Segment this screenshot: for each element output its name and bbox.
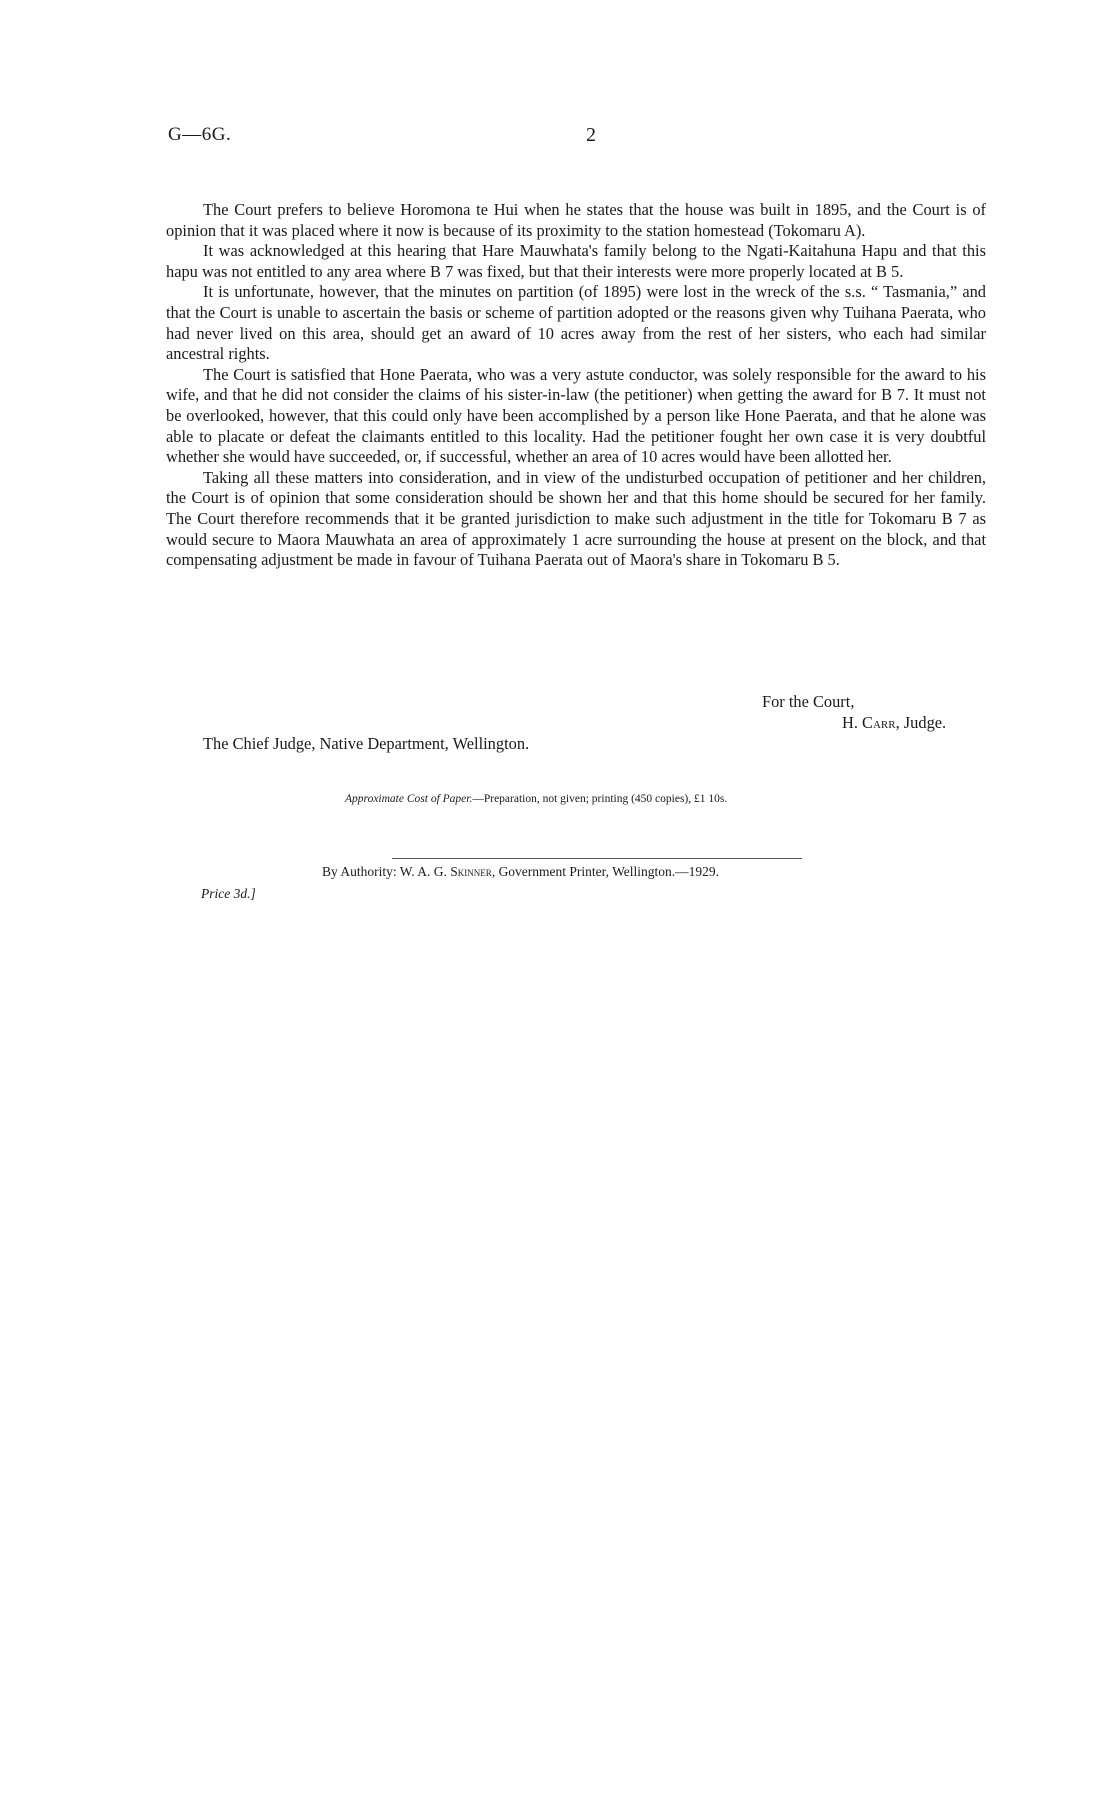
paragraph: It was acknowledged at this hearing that Hare Mauwhata's family belong to the Ngati-Kaitahuna Hapu and that this hapu was not entitled to any area where B 7 was fixed, but that their interests were more properly located at B 5. — [166, 241, 986, 281]
cost-label: Approximate Cost of Paper. — [345, 793, 473, 805]
imprint-suffix: , Government Printer, Wellington.—1929. — [491, 864, 720, 879]
paragraph: The Court prefers to believe Horomona te Hui when he states that the house was built in 1895, and the Court is of opinion that it was placed where it now is because of its proximity to the station homestead (Tokomaru A). — [166, 200, 986, 240]
cost-note — [345, 793, 727, 805]
paragraph: The Court is satisfied that Hone Paerata, who was a very astute conductor, was solely responsible for the award to his wife, and that he did not consider the claims of his sister-in-law (the petitioner) when getting the award for B 7. It must not be overlooked, however, that this could only have been accomplished by a person like Hone Paerata, and that he alone was able to placate or defeat the claimants entitled to this locality. Had the petitioner fought her own case it is very doubtful whether she would have succeeded, or, if successful, whether an area of 10 acres would have been allotted her. — [166, 364, 986, 467]
judge-initial: H. — [842, 713, 858, 732]
imprint-prefix: By Authority: — [322, 864, 397, 879]
price-note: Price 3d.] — [201, 886, 256, 901]
paragraph: Taking all these matters into consideration, and in view of the undisturbed occupation of petitioner and her children, the Court is of opinion that some consideration should be shown her and that this home should be secured for her family. The Court therefore recommends that it be granted jurisdiction to make such adjustment in the title for Tokomaru B 7 as would secure to Maora Mauwhata an area of approximately 1 acre surrounding the house at present on the block, and that compensating adjustment be made in favour of Tuihana Paerata out of Maora's share in Tokomaru B 5. — [166, 467, 986, 570]
judge-name: Carr — [862, 713, 896, 732]
printer-initials: W. A. G. — [399, 864, 447, 879]
paragraph: It is unfortunate, however, that the minutes on partition (of 1895) were lost in the wreck of the s.s. “ Tasmania,” and that the Court is unable to ascertain the basis or scheme of partition adopted or the reasons given why Tuihana Paerata, who had never lived on this area, should get an award of 10 acres away from the rest of her sisters, who each had similar ancestral rights. — [166, 282, 986, 364]
addressee: The Chief Judge, Native Department, Wellington. — [203, 734, 530, 753]
report-body — [166, 200, 986, 571]
printer-imprint — [322, 864, 719, 880]
page-number: 2 — [586, 124, 596, 146]
divider-rule — [392, 858, 802, 859]
judge-title: , Judge. — [895, 713, 947, 732]
cost-text: —Preparation, not given; printing (450 copies), £1 10s. — [472, 793, 728, 805]
printer-name: Skinner — [450, 864, 492, 879]
signature-judge — [842, 713, 946, 733]
signature-for-court: For the Court, — [762, 692, 855, 711]
document-reference: G—6G. — [168, 124, 232, 145]
page-header — [168, 124, 988, 154]
